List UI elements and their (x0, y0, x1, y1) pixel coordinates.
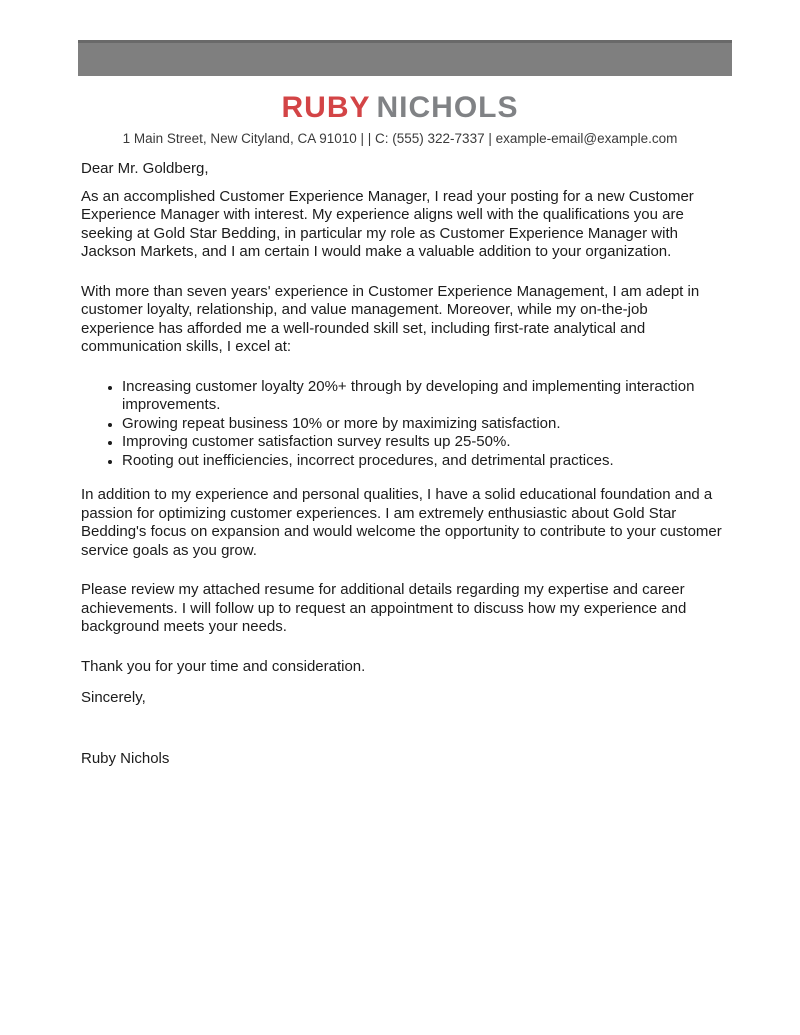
achievement-list (81, 378, 723, 471)
paragraph-intro: As an accomplished Customer Experience Manager, I read your posting for a new Customer Experience Manager with interest. My experience aligns well with the qualifications you are seeking at Gold Star Bedding, in particular my role as Customer Experience Manager with Jackson Markets, and I am certain I would make a valuable addition to your organization. (81, 187, 694, 260)
achievement-item: • Improving customer satisfaction survey results up 25-50%. (122, 433, 723, 452)
signature-name: Ruby Nichols (81, 749, 170, 767)
salutation: Dear Mr. Goldberg, (81, 160, 209, 177)
candidate-last-name: NICHOLS (376, 91, 519, 124)
paragraph-followup: Please review my attached resume for additional details regarding my expertise and career achievements. I will follow up to request an appointment to discuss how my experience and background meets your needs. (81, 581, 687, 635)
closing-line: Sincerely, (81, 689, 146, 706)
achievement-item: • Increasing customer loyalty 20%+ through by developing and implementing interaction improvements. (122, 378, 723, 415)
paragraph-experience: With more than seven years' experience in Customer Experience Management, I am adept in customer loyalty, relationship, and value management. Moreover, while my on-the-job experience has afforded me a well-rounded skill set, including first-rate analytical and communication skills, I excel at: (81, 282, 700, 355)
achievement-item: • Growing repeat business 10% or more by maximizing satisfaction. (122, 415, 723, 434)
header-bar (78, 40, 732, 76)
candidate-name (0, 90, 800, 126)
contact-info: 1 Main Street, New Cityland, CA 91010 | | C: (555) 322-7337 | example-email@example.com (122, 131, 678, 146)
achievement-item: • Rooting out inefficiencies, incorrect procedures, and detrimental practices. (122, 452, 723, 471)
thank-you-line: Thank you for your time and consideration. (81, 657, 366, 675)
candidate-first-name: RUBY (281, 91, 371, 124)
letter-body (81, 160, 723, 768)
paragraph-education: In addition to my experience and personal qualities, I have a solid educational foundation and a passion for optimizing customer experiences. I am extremely enthusiastic about Gold Star Bedding's focus on expansion and would welcome the opportunity to contribute to your customer service goals as you grow. (81, 486, 722, 559)
